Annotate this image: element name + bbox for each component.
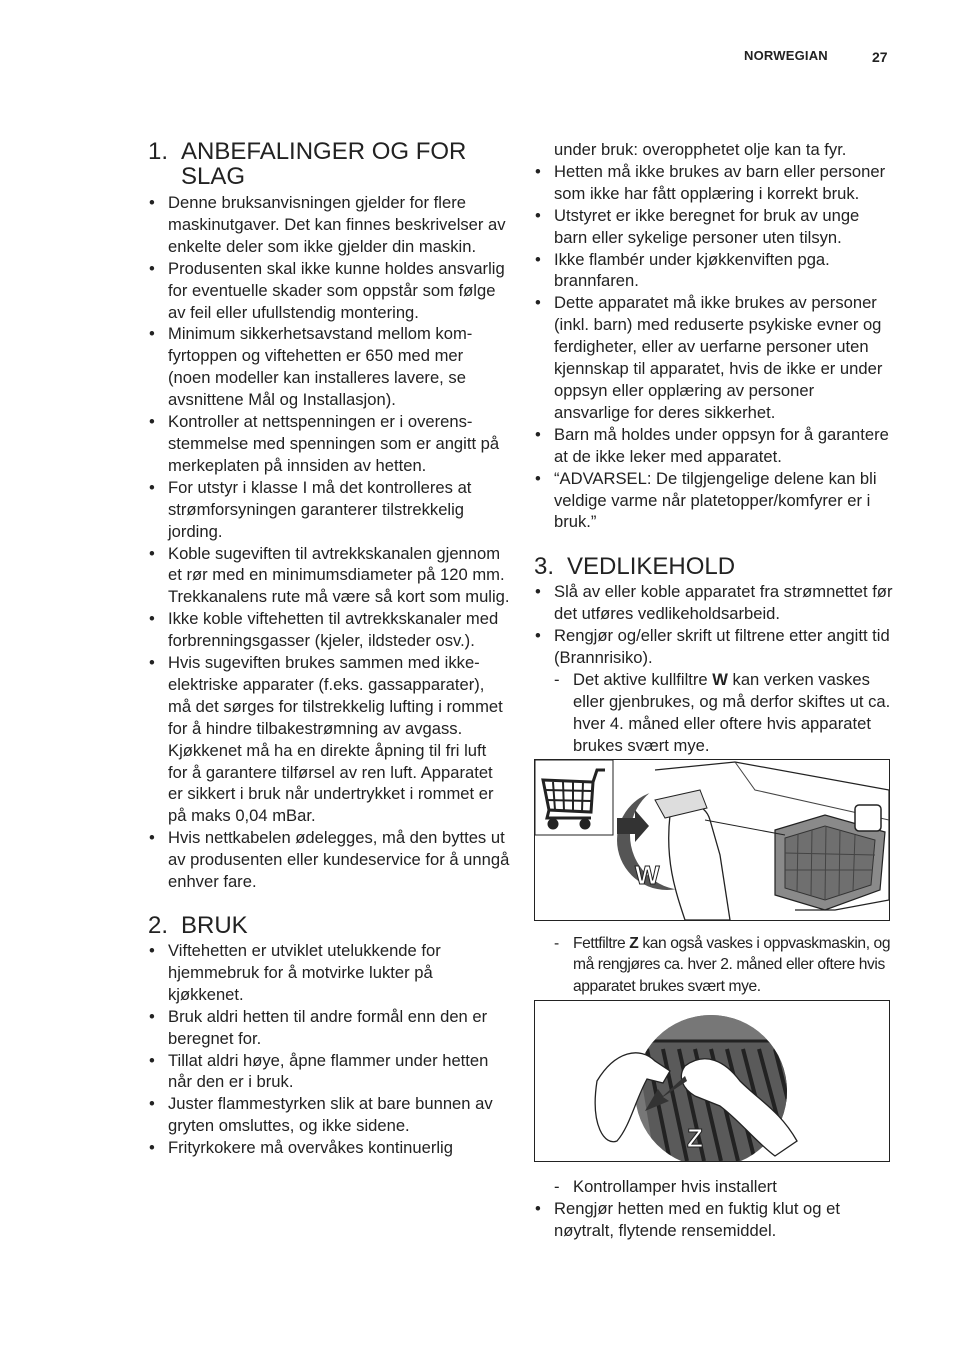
section-3-title: VEDLIKEHOLD [567, 553, 736, 581]
list-item: • Barn må holdes under oppsyn for å garantere at de ikke leker med apparatet. [534, 424, 894, 468]
list-item: • Viftehetten er utviklet utelukkende for hjemmebruk for å motvirke lukter på kjøkkenet. [148, 940, 510, 1006]
list-item: • Bruk aldri hetten til andre formål enn den er beregnet for. [148, 1006, 510, 1050]
list-item: • Ikke flambér under kjøkkenviften pga. brannfaren. [534, 249, 894, 293]
cleaning-list [534, 1198, 894, 1242]
list-item: • Frityrkokere må overvåkes kontinuerlig [148, 1137, 510, 1159]
list-item [554, 933, 894, 999]
list-item: • Juster flammestyrken slik at bare bunnen av gryten omsluttes, og ikke sidene. [148, 1093, 510, 1137]
section-1-list [148, 192, 510, 893]
filter-w-figure [534, 759, 890, 921]
list-item: • Minimum sikkerhetsavstand mellom komfyrtoppen og viftehetten er 650 med mer (noen modeller kan installeres lavere, se avsnittene Mål og Installasjon). [148, 323, 510, 411]
list-item: • Hetten må ikke brukes av barn eller personer som ikke har fått opplæring i korrekt bruk. [534, 161, 894, 205]
filter-z-illustration [535, 1001, 889, 1161]
section-2-title: BRUK [181, 912, 248, 939]
figure-label-w: W [635, 859, 660, 890]
list-item: - Kontrollamper hvis installert [554, 1176, 894, 1198]
page-number: 27 [872, 49, 888, 65]
list-item: • Slå av eller koble apparatet fra strømnettet før det utføres vedlikeholdsarbeid. [534, 581, 894, 625]
list-item: • “ADVARSEL: De tilgjengelige delene kan bli veldige varme når platetopper/komfyrer er i bruk.” [534, 468, 894, 534]
figure-label-z: Z [687, 1123, 703, 1154]
list-item: • For utstyr i klasse I må det kontrolleres at strømforsyningen garanterer tilstrekkelig jording. [148, 477, 510, 543]
list-item: • Koble sugeviften til avtrekkskanalen gjennom et rør med en minimumsdiameter på 120 mm. Trekkanalens rute må være så kort som mulig. [148, 543, 510, 609]
list-item: • Produsenten skal ikke kunne holdes ansvarlig for eventuelle skader som oppstår som følge av feil eller ufullstendig montering. [148, 258, 510, 324]
list-item: • Ikke koble viftehetten til avtrekkskanaler med forbrenningsgasser (kjeler, ildsteder osv.). [148, 608, 510, 652]
list-item [554, 669, 894, 757]
section-2-list-continued [534, 161, 894, 533]
section-1-title: ANBEFALINGER OG FOR SLAG [181, 138, 467, 190]
list-item: • Utstyret er ikke beregnet for bruk av unge barn eller sykelige personer uten tilsyn. [534, 205, 894, 249]
filter-z-figure [534, 1000, 890, 1162]
list-item: • Dette apparatet må ikke brukes av personer (inkl. barn) med reduserte psykiske evner og ferdigheter, eller av uerfarne personer uten kjennskap til apparatet, hvis de ikke er under oppsyn eller opplæring av personer ansvarlige for deres sikkerhet. [534, 292, 894, 423]
list-item: • Hvis nettkabelen ødelegges, må den byttes ut av produsenten eller kundeservice for å unngå enhver fare. [148, 827, 510, 893]
left-column [148, 139, 510, 1159]
list-item: • Rengjør og/eller skrift ut filtrene etter angitt tid (Brannrisiko). [534, 625, 894, 669]
filter-w-list [554, 669, 894, 757]
section-2-heading [148, 913, 510, 938]
lamps-list [554, 1176, 894, 1198]
right-column [534, 139, 894, 1242]
dash1-pre: Det aktive kullfiltre [573, 669, 713, 689]
filter-w-ref: W [712, 669, 728, 689]
list-item: • Hvis sugeviften brukes sammen med ikke-elektriske apparater (f.eks. gassapparater), må det sørges for tilstrekkelig lufting i rommet for å hindre tilbakestrømning av avgass. Kjøkkenet må ha en direkte åpning til fri luft for å garantere tilførsel av ren luft. Apparatet er sikkert i bruk når undertrykket i rommet er på maks 0,04 mBar. [148, 652, 510, 827]
list-item: • Denne bruksanvisningen gjelder for flere maskinutgaver. Det kan finnes beskrivelser av enkelte deler som ikke gjelder din maskin. [148, 192, 510, 258]
dash2-pre: Fettfiltre [573, 934, 630, 952]
section-3-number: 3. [534, 553, 555, 581]
header-language: NORWEGIAN [744, 48, 828, 63]
dash2-post: kan også vaskes i oppvaskmaskin, og må rengjøres ca. hver 2. måned eller oftere hvis apparatet brukes svært mye. [573, 934, 891, 996]
filter-z-ref: Z [629, 934, 639, 952]
section-3-heading [534, 554, 894, 579]
filter-clip [855, 805, 881, 831]
section-2-list [148, 940, 510, 1159]
continued-text: under bruk: overopphetet olje kan ta fyr. [554, 140, 847, 159]
dash1-post: kan verken vaskes eller gjenbrukes, og må derfor skiftes ut ca. hver 4. måned eller oftere hvis apparatet brukes svært mye. [573, 669, 891, 755]
section-1-heading [148, 139, 510, 189]
section-3-list [534, 581, 894, 669]
list-item: • Rengjør hetten med en fuktig klut og et nøytralt, flytende rensemiddel. [534, 1198, 894, 1242]
filter-w-illustration [535, 760, 889, 920]
section-1-number: 1. [148, 138, 169, 165]
filter-z-list [554, 933, 894, 999]
list-item: • Tillat aldri høye, åpne flammer under hetten når den er i bruk. [148, 1050, 510, 1094]
list-item: • Kontroller at nettspenningen er i overensstemmelse med spenningen som er angitt på merkeplaten på innsiden av hetten. [148, 411, 510, 477]
section-2-number: 2. [148, 912, 169, 939]
